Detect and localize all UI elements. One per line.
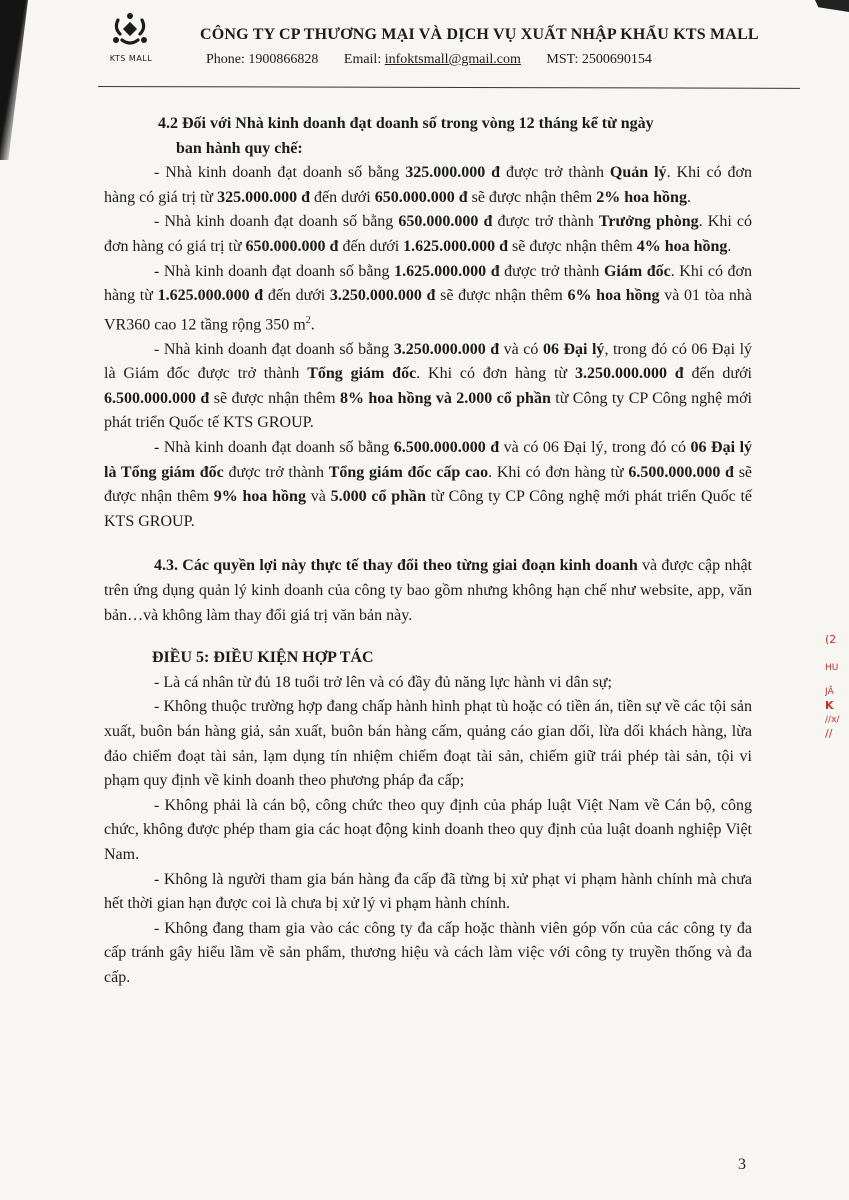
condition-item: - Không đang tham gia vào các công ty đa cấp hoặc thành viên góp vốn của các công ty đa cấp tránh gây hiểu lầm về sản phẩm, thương hiệu và cách làm việc với công ty truyền thống và đa cấp.	[104, 919, 752, 986]
paragraph-giam-doc: - Nhà kinh doanh đạt doanh số bằng 1.625.000.000 đ được trở thành Giám đốc. Khi có đơn hàng từ 1.625.000.000 đ đến dưới 3.250.000.000 đ sẽ được nhận thêm 6% hoa hồng và 01 tòa nhà VR360 cao 12 tầng rộng 350 $m^2$.	[104, 262, 753, 334]
email-label: Email:	[343, 52, 382, 67]
scan-edge-shadow	[0, 0, 28, 160]
paragraph-tong-giam-doc: - Nhà kinh doanh đạt doanh số bằng 3.250.000.000 đ và có 06 Đại lý, trong đó có 06 Đại lý là Giám đốc được trở thành Tổng giám đốc. Khi có đơn hàng từ 3.250.000.000 đ đến dưới 6.500.000.000 đ sẽ được nhận thêm 8% hoa hồng và 2.000 cổ phần từ Công ty CP Công nghệ mới phát triển Quốc tế KTS GROUP.	[104, 340, 753, 432]
scan-edge-corner	[815, 0, 849, 12]
document-body	[104, 112, 752, 991]
tax-label: MST:	[546, 52, 579, 67]
condition-item: - Không thuộc trường hợp đang chấp hành hình phạt tù hoặc có tiền án, tiền sự về các tội sản xuất, buôn bán hàng giả, sản xuất, buôn bán hàng cấm, quảng cáo gian dối, lừa dối khách hàng, lừa đảo chiếm đoạt tài sản, lạm dụng tín nhiệm chiếm đoạt tài sản, chiếm giữ trái phép tài sản, tội vi phạm quy định về kinh doanh theo phương pháp đa cấp;	[104, 698, 752, 790]
condition-item: - Không phải là cán bộ, công chức theo quy định của pháp luật Việt Nam về Cán bộ, công chức, không được phép tham gia các hoạt động kinh doanh theo quy định của luật doanh nghiệp Việt Nam.	[104, 796, 752, 863]
phone-number: 1900866828	[248, 52, 319, 67]
page-number: 3	[738, 1156, 746, 1173]
header-divider	[98, 86, 800, 89]
phone-label: Phone:	[206, 52, 245, 67]
section-4-3: 4.3. Các quyền lợi này thực tế thay đổi theo từng giai đoạn kinh doanh và được cập nhật trên ứng dụng quản lý kinh doanh của công ty bao gồm nhưng không hạn chế như website, app, văn bản…và không làm thay đổi giá trị văn bản này.	[104, 557, 752, 624]
paragraph-tong-giam-doc-cap-cao: - Nhà kinh doanh đạt doanh số bằng 6.500.000.000 đ và có 06 Đại lý, trong đó có 06 Đại lý là Tổng giám đốc được trở thành Tổng giám đốc cấp cao. Khi có đơn hàng từ 6.500.000.000 đ sẽ được nhận thêm 9% hoa hồng và 5.000 cổ phần từ Công ty CP Công nghệ mới phát triển Quốc tế KTS GROUP.	[104, 439, 753, 530]
condition-item: - Là cá nhân từ đủ 18 tuổi trở lên và có đầy đủ năng lực hành vi dân sự;	[154, 673, 612, 691]
section-4-2-heading: 4.2 Đối với Nhà kinh doanh đạt doanh số trong vòng 12 tháng kể từ ngày ban hành quy chế:	[158, 115, 654, 157]
tax-id: 2500690154	[581, 52, 652, 67]
paragraph-truong-phong: - Nhà kinh doanh đạt doanh số bằng 650.000.000 đ được trở thành Trưởng phòng. Khi có đơn hàng có giá trị từ 650.000.000 đ đến dưới 1.625.000.000 đ sẽ được nhận thêm 4% hoa hồng.	[104, 213, 752, 255]
kts-logo-icon	[108, 10, 152, 52]
red-stamp-fragment: (2 HU JĂ K //x/ //	[825, 633, 840, 740]
contact-line	[206, 52, 674, 68]
email-link[interactable]: infoktsmall@gmail.com	[384, 52, 521, 67]
letterhead	[98, 8, 818, 78]
company-logo	[98, 8, 162, 70]
logo-text: KTS MALL	[109, 54, 153, 63]
article-5-title: ĐIỀU 5: ĐIỀU KIỆN HỢP TÁC	[152, 649, 374, 667]
company-name: CÔNG TY CP THƯƠNG MẠI VÀ DỊCH VỤ XUẤT NHẬP KHẨU KTS MALL	[200, 26, 759, 43]
paragraph-quan-ly: - Nhà kinh doanh đạt doanh số bằng 325.000.000 đ được trở thành Quản lý. Khi có đơn hàng có giá trị từ 325.000.000 đ đến dưới 650.000.000 đ sẽ được nhận thêm 2% hoa hồng.	[104, 164, 753, 206]
condition-item: - Không là người tham gia bán hàng đa cấp đã từng bị xử phạt vi phạm hành chính mà chưa hết thời gian hạn được coi là chưa bị xử lý vi phạm hành chính.	[104, 870, 752, 913]
